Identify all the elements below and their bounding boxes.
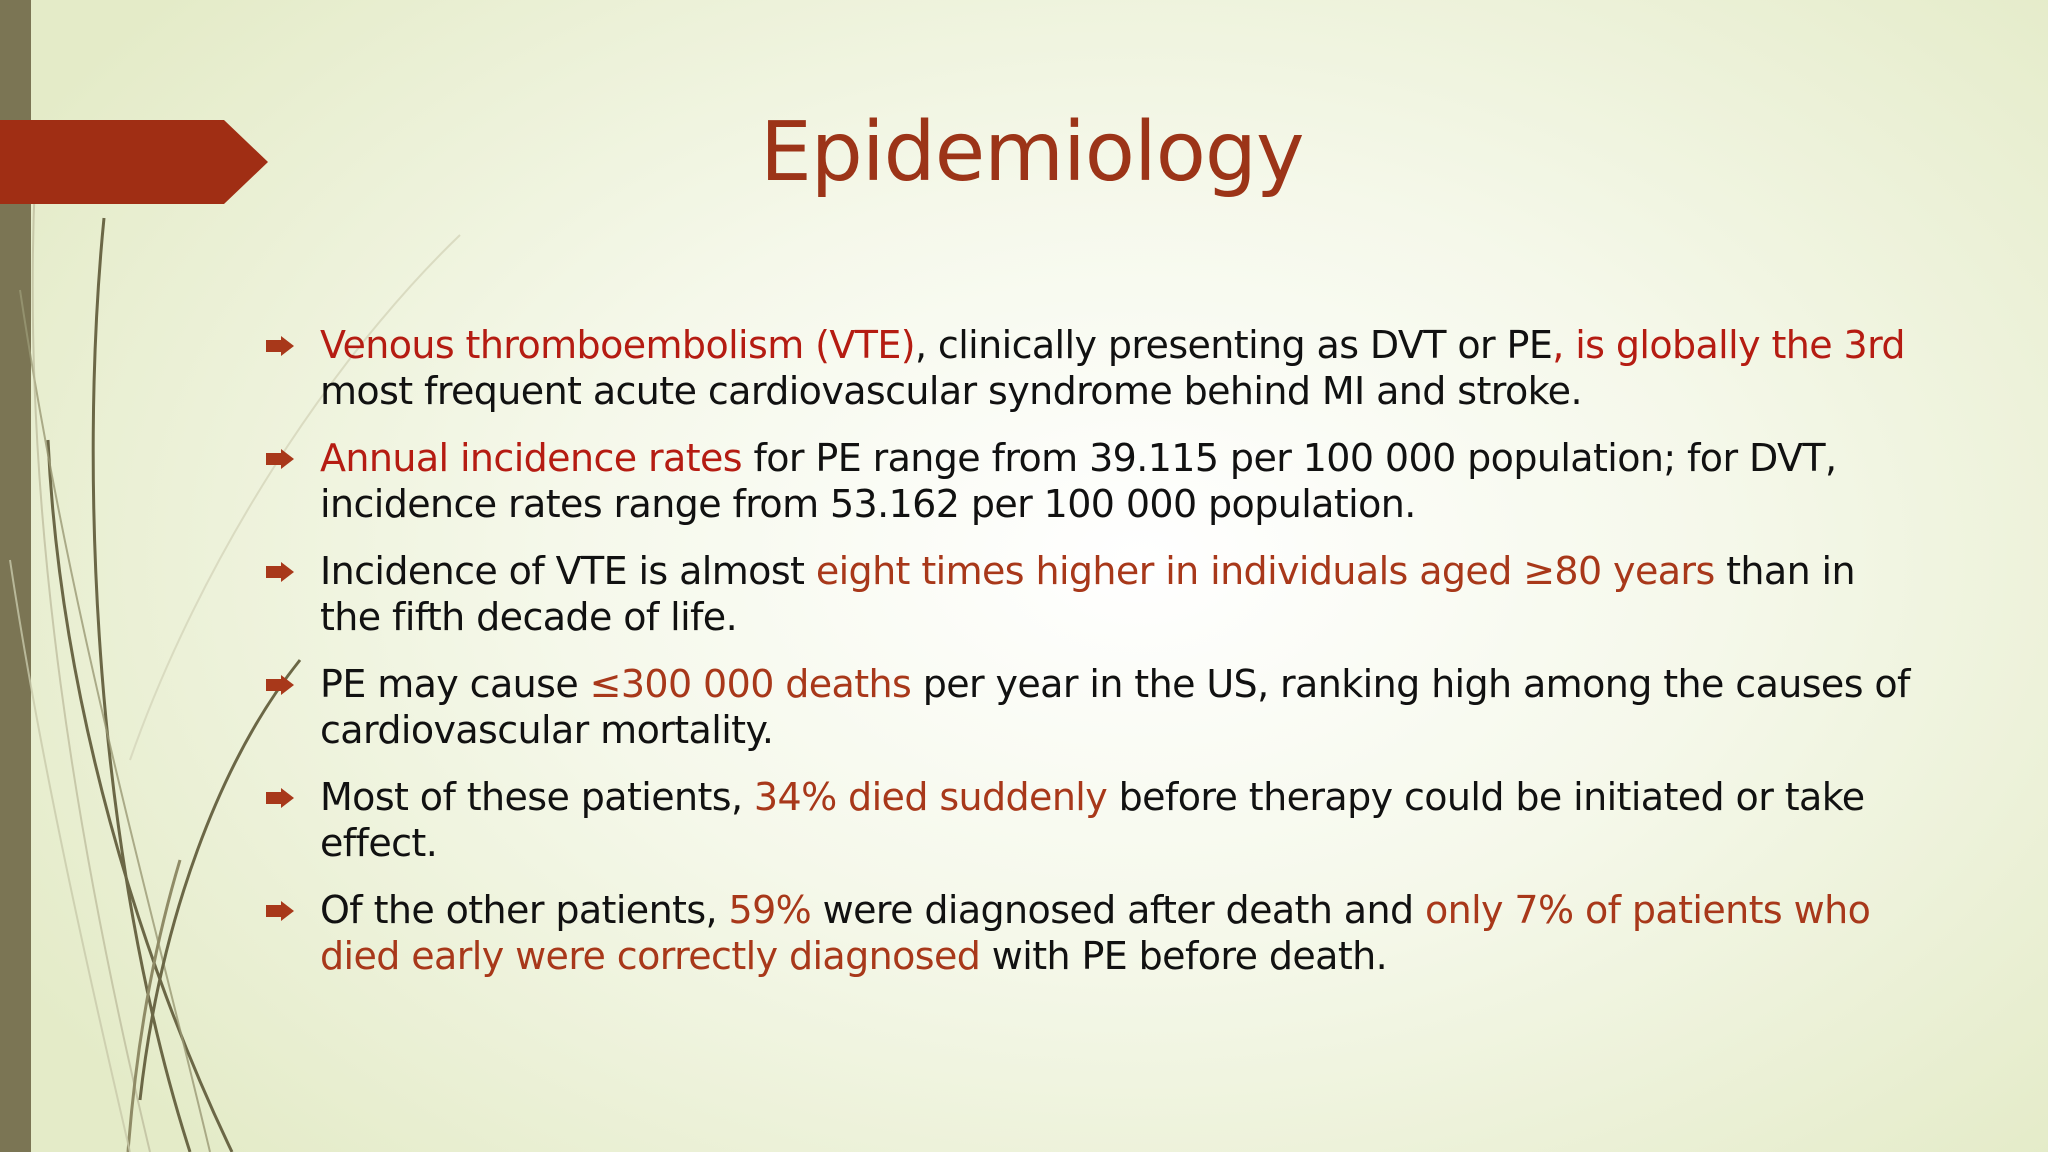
bullet-text-segment: were diagnosed after death and [811,888,1425,932]
arrow-right-icon [266,788,294,808]
bullet-text-segment: with PE before death. [980,934,1388,978]
bullet-text-segment: PE may cause [320,662,590,706]
bullet-text [320,436,1836,526]
bullet-text-segment: most frequent acute cardiovascular syndrome behind MI and stroke. [320,369,1582,413]
bullet-text [320,662,1910,752]
bullet-highlight: only 7% of patients who died early were correctly diagnosed [320,888,1871,978]
bullet-highlight: 34% died suddenly [753,775,1108,819]
bullet-text-segment: , clinically presenting as DVT or PE [914,323,1553,367]
title-accent-tab [0,120,270,204]
bullet-text [320,888,1870,978]
arrow-right-icon [266,901,294,921]
bullet-highlight: 59% [728,888,812,932]
bullet-highlight: eight times higher in individuals aged ≥80 years [815,549,1715,593]
arrow-right-icon [266,449,294,469]
bullet-highlight: Venous thromboembolism (VTE) [320,323,915,367]
bullet-highlight: Annual incidence rates [320,436,742,480]
bullet-text-segment: per year in the US, ranking high among the causes of cardiovascular mortality. [320,662,1910,752]
bullet-item [262,887,1922,979]
bullet-text-segment: for PE range from 39.115 per 100 000 population; for DVT, incidence rates range from 53.162 per 100 000 population. [320,436,1837,526]
bullet-text-segment: than in the fifth decade of life. [320,549,1855,639]
bullet-item [262,661,1922,753]
bullet-highlight: ≤300 000 deaths [589,662,912,706]
bullet-text-segment: before therapy could be initiated or take effect. [320,775,1865,865]
bullet-list [262,322,1922,1000]
bullet-text-segment: Most of these patients, [320,775,754,819]
arrow-right-icon [266,675,294,695]
slide-title: Epidemiology [760,105,1304,200]
bullet-text-segment: Of the other patients, [320,888,729,932]
bullet-text [320,549,1855,639]
arrow-right-icon [266,562,294,582]
bullet-item [262,435,1922,527]
bullet-text-segment: Incidence of VTE is almost [320,549,816,593]
bullet-item [262,774,1922,866]
bullet-item [262,548,1922,640]
arrow-right-icon [266,336,294,356]
bullet-highlight: , is globally the 3rd [1552,323,1905,367]
bullet-text [320,775,1865,865]
bullet-item [262,322,1922,414]
bullet-text [320,323,1905,413]
